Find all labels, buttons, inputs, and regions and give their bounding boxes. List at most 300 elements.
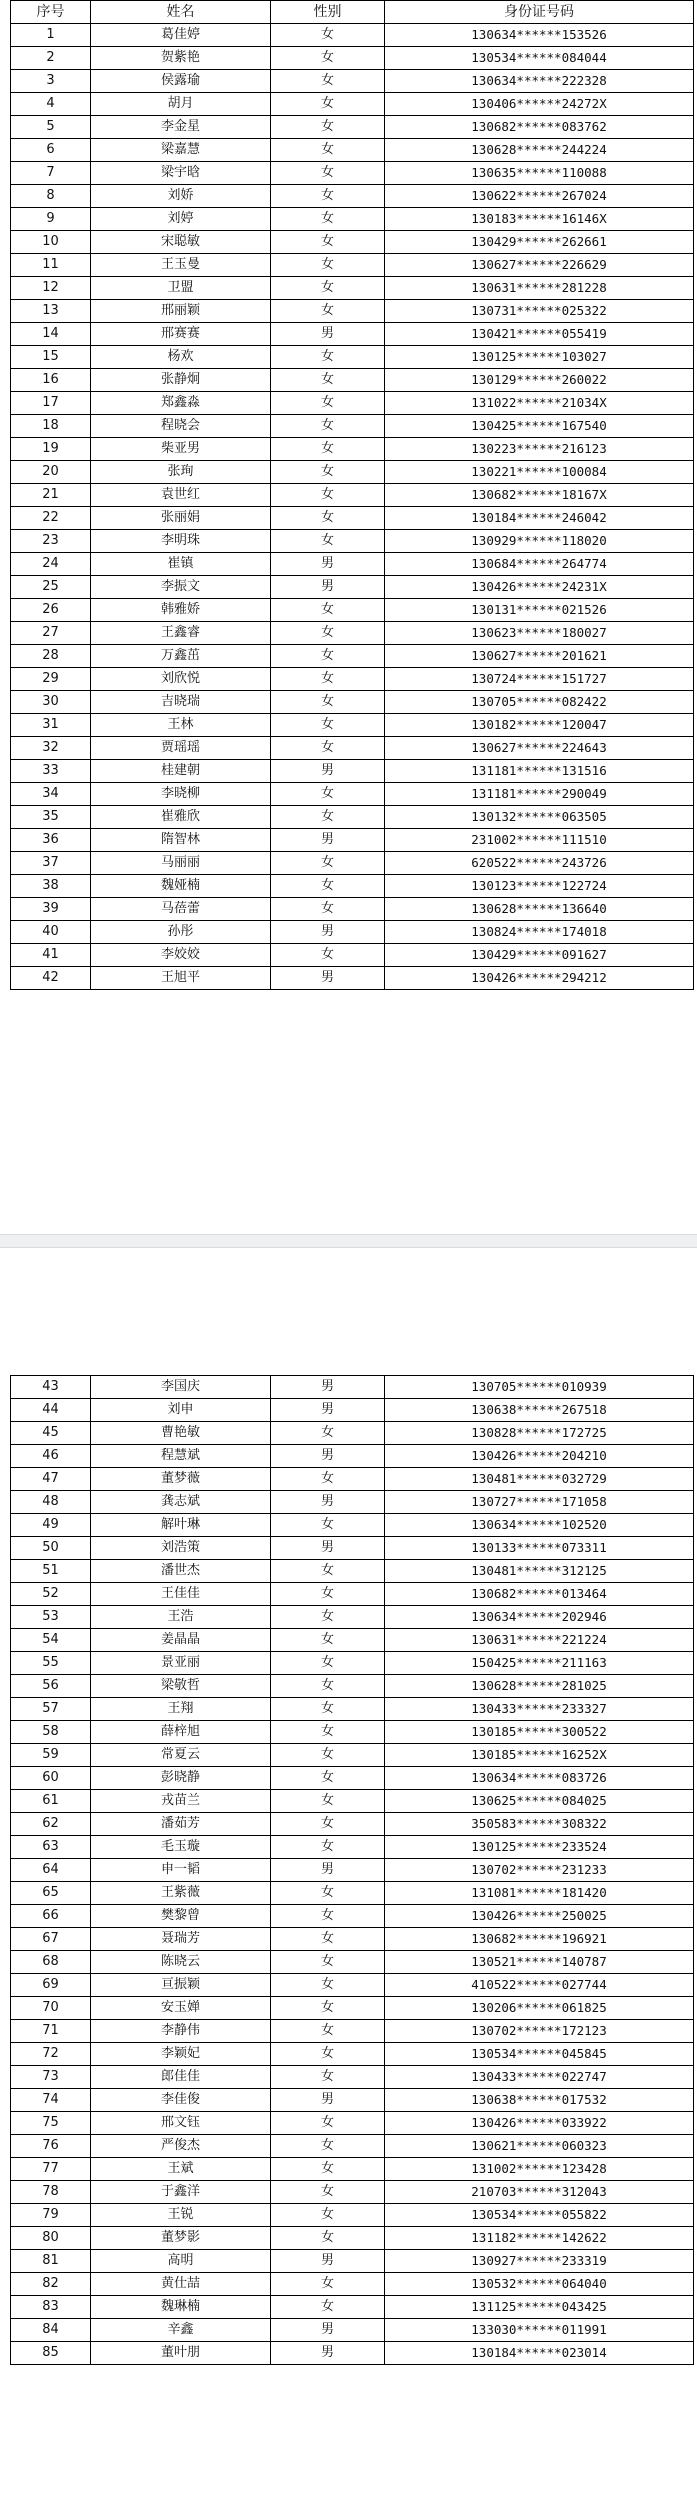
cell-name: 隋智林 bbox=[91, 829, 271, 852]
cell-name: 李晓柳 bbox=[91, 783, 271, 806]
table-row bbox=[11, 2273, 694, 2296]
cell-no: 8 bbox=[11, 185, 91, 208]
cell-id: 130421******055419 bbox=[385, 323, 694, 346]
cell-gender: 女 bbox=[271, 1882, 385, 1905]
cell-name: 薛梓旭 bbox=[91, 1721, 271, 1744]
table-row bbox=[11, 944, 694, 967]
cell-no: 24 bbox=[11, 553, 91, 576]
cell-gender: 女 bbox=[271, 300, 385, 323]
table-row bbox=[11, 369, 694, 392]
table-row bbox=[11, 1652, 694, 1675]
cell-id: 131181******290049 bbox=[385, 783, 694, 806]
cell-no: 11 bbox=[11, 254, 91, 277]
cell-no: 45 bbox=[11, 1422, 91, 1445]
cell-no: 51 bbox=[11, 1560, 91, 1583]
cell-id: 130682******196921 bbox=[385, 1928, 694, 1951]
cell-gender: 女 bbox=[271, 806, 385, 829]
cell-id: 410522******027744 bbox=[385, 1974, 694, 1997]
cell-gender: 女 bbox=[271, 1744, 385, 1767]
cell-id: 130123******122724 bbox=[385, 875, 694, 898]
cell-no: 5 bbox=[11, 116, 91, 139]
cell-no: 17 bbox=[11, 392, 91, 415]
cell-id: 130425******167540 bbox=[385, 415, 694, 438]
cell-id: 130628******244224 bbox=[385, 139, 694, 162]
cell-no: 66 bbox=[11, 1905, 91, 1928]
table-row bbox=[11, 1997, 694, 2020]
cell-gender: 男 bbox=[271, 1859, 385, 1882]
cell-gender: 男 bbox=[271, 1537, 385, 1560]
table-row bbox=[11, 1537, 694, 1560]
cell-name: 魏娅楠 bbox=[91, 875, 271, 898]
table-row bbox=[11, 1399, 694, 1422]
cell-id: 130426******294212 bbox=[385, 967, 694, 990]
cell-no: 36 bbox=[11, 829, 91, 852]
cell-gender: 男 bbox=[271, 1491, 385, 1514]
cell-gender: 男 bbox=[271, 2342, 385, 2365]
table-row bbox=[11, 1974, 694, 1997]
cell-gender: 男 bbox=[271, 1445, 385, 1468]
cell-id: 130682******013464 bbox=[385, 1583, 694, 1606]
student-table-page-1 bbox=[10, 0, 694, 990]
cell-name: 葛佳婷 bbox=[91, 24, 271, 47]
cell-id: 130532******064040 bbox=[385, 2273, 694, 2296]
cell-gender: 女 bbox=[271, 1836, 385, 1859]
table-row bbox=[11, 1790, 694, 1813]
cell-gender: 女 bbox=[271, 2273, 385, 2296]
page-2 bbox=[10, 1375, 693, 2365]
cell-name: 杨欢 bbox=[91, 346, 271, 369]
cell-id: 130125******103027 bbox=[385, 346, 694, 369]
table-row bbox=[11, 852, 694, 875]
cell-name: 景亚丽 bbox=[91, 1652, 271, 1675]
cell-name: 曹艳敏 bbox=[91, 1422, 271, 1445]
cell-no: 55 bbox=[11, 1652, 91, 1675]
cell-no: 25 bbox=[11, 576, 91, 599]
cell-id: 130634******102520 bbox=[385, 1514, 694, 1537]
cell-name: 程晓会 bbox=[91, 415, 271, 438]
table-row bbox=[11, 1560, 694, 1583]
cell-id: 130131******021526 bbox=[385, 599, 694, 622]
cell-id: 130182******120047 bbox=[385, 714, 694, 737]
cell-no: 72 bbox=[11, 2043, 91, 2066]
table-row bbox=[11, 1698, 694, 1721]
cell-no: 4 bbox=[11, 93, 91, 116]
cell-id: 350583******308322 bbox=[385, 1813, 694, 1836]
table-row bbox=[11, 1514, 694, 1537]
table-row bbox=[11, 1882, 694, 1905]
table-row bbox=[11, 553, 694, 576]
cell-id: 130634******083726 bbox=[385, 1767, 694, 1790]
table-row bbox=[11, 645, 694, 668]
table-row bbox=[11, 346, 694, 369]
cell-no: 14 bbox=[11, 323, 91, 346]
cell-name: 侯露瑜 bbox=[91, 70, 271, 93]
table-row bbox=[11, 70, 694, 93]
table-row bbox=[11, 185, 694, 208]
table-row bbox=[11, 2181, 694, 2204]
cell-id: 130206******061825 bbox=[385, 1997, 694, 2020]
cell-gender: 女 bbox=[271, 1652, 385, 1675]
cell-id: 130627******224643 bbox=[385, 737, 694, 760]
cell-name: 刘娇 bbox=[91, 185, 271, 208]
cell-gender: 女 bbox=[271, 1721, 385, 1744]
cell-id: 130634******153526 bbox=[385, 24, 694, 47]
table-row bbox=[11, 2250, 694, 2273]
cell-no: 67 bbox=[11, 1928, 91, 1951]
cell-name: 王鑫睿 bbox=[91, 622, 271, 645]
cell-id: 133030******011991 bbox=[385, 2319, 694, 2342]
cell-gender: 女 bbox=[271, 2158, 385, 2181]
cell-no: 37 bbox=[11, 852, 91, 875]
cell-id: 130824******174018 bbox=[385, 921, 694, 944]
cell-name: 崔镇 bbox=[91, 553, 271, 576]
cell-no: 64 bbox=[11, 1859, 91, 1882]
page-1 bbox=[10, 0, 693, 990]
cell-name: 李静伟 bbox=[91, 2020, 271, 2043]
cell-no: 61 bbox=[11, 1790, 91, 1813]
cell-no: 49 bbox=[11, 1514, 91, 1537]
cell-id: 210703******312043 bbox=[385, 2181, 694, 2204]
cell-id: 130727******171058 bbox=[385, 1491, 694, 1514]
cell-id: 130223******216123 bbox=[385, 438, 694, 461]
table-row bbox=[11, 2089, 694, 2112]
cell-gender: 女 bbox=[271, 70, 385, 93]
cell-id: 130628******136640 bbox=[385, 898, 694, 921]
cell-name: 王浩 bbox=[91, 1606, 271, 1629]
cell-gender: 女 bbox=[271, 1997, 385, 2020]
cell-name: 桂建朝 bbox=[91, 760, 271, 783]
cell-gender: 男 bbox=[271, 921, 385, 944]
cell-id: 231002******111510 bbox=[385, 829, 694, 852]
cell-id: 130481******032729 bbox=[385, 1468, 694, 1491]
cell-name: 亘振颖 bbox=[91, 1974, 271, 1997]
table-row bbox=[11, 116, 694, 139]
table-row bbox=[11, 323, 694, 346]
table-row bbox=[11, 668, 694, 691]
cell-id: 130129******260022 bbox=[385, 369, 694, 392]
cell-gender: 女 bbox=[271, 898, 385, 921]
table-body-page-1 bbox=[11, 24, 694, 990]
cell-no: 62 bbox=[11, 1813, 91, 1836]
cell-id: 130627******226629 bbox=[385, 254, 694, 277]
table-row bbox=[11, 47, 694, 70]
cell-gender: 男 bbox=[271, 1376, 385, 1399]
cell-name: 崔雅欣 bbox=[91, 806, 271, 829]
cell-name: 梁宇晗 bbox=[91, 162, 271, 185]
table-row bbox=[11, 1376, 694, 1399]
cell-no: 77 bbox=[11, 2158, 91, 2181]
table-row bbox=[11, 898, 694, 921]
cell-gender: 女 bbox=[271, 2227, 385, 2250]
cell-no: 57 bbox=[11, 1698, 91, 1721]
cell-name: 郑鑫淼 bbox=[91, 392, 271, 415]
cell-gender: 女 bbox=[271, 1790, 385, 1813]
cell-id: 130426******033922 bbox=[385, 2112, 694, 2135]
cell-gender: 女 bbox=[271, 24, 385, 47]
cell-id: 130429******262661 bbox=[385, 231, 694, 254]
cell-name: 潘茹芳 bbox=[91, 1813, 271, 1836]
cell-no: 80 bbox=[11, 2227, 91, 2250]
table-row bbox=[11, 2112, 694, 2135]
cell-gender: 女 bbox=[271, 1951, 385, 1974]
cell-name: 戎苗兰 bbox=[91, 1790, 271, 1813]
cell-no: 30 bbox=[11, 691, 91, 714]
cell-no: 41 bbox=[11, 944, 91, 967]
table-row bbox=[11, 967, 694, 990]
cell-no: 26 bbox=[11, 599, 91, 622]
cell-no: 1 bbox=[11, 24, 91, 47]
cell-id: 130634******222328 bbox=[385, 70, 694, 93]
cell-id: 130184******023014 bbox=[385, 2342, 694, 2365]
table-row bbox=[11, 1629, 694, 1652]
cell-gender: 女 bbox=[271, 438, 385, 461]
table-row bbox=[11, 921, 694, 944]
cell-id: 130132******063505 bbox=[385, 806, 694, 829]
cell-id: 130635******110088 bbox=[385, 162, 694, 185]
cell-no: 76 bbox=[11, 2135, 91, 2158]
table-row bbox=[11, 1422, 694, 1445]
cell-gender: 女 bbox=[271, 2135, 385, 2158]
cell-gender: 女 bbox=[271, 622, 385, 645]
cell-no: 22 bbox=[11, 507, 91, 530]
cell-name: 梁嘉慧 bbox=[91, 139, 271, 162]
cell-gender: 女 bbox=[271, 346, 385, 369]
cell-name: 董梦薇 bbox=[91, 1468, 271, 1491]
cell-name: 柴亚男 bbox=[91, 438, 271, 461]
cell-gender: 女 bbox=[271, 599, 385, 622]
cell-no: 53 bbox=[11, 1606, 91, 1629]
cell-gender: 女 bbox=[271, 277, 385, 300]
cell-name: 申一韬 bbox=[91, 1859, 271, 1882]
table-row bbox=[11, 277, 694, 300]
cell-no: 69 bbox=[11, 1974, 91, 1997]
cell-gender: 男 bbox=[271, 967, 385, 990]
cell-gender: 女 bbox=[271, 1905, 385, 1928]
cell-name: 张珣 bbox=[91, 461, 271, 484]
cell-id: 130927******233319 bbox=[385, 2250, 694, 2273]
cell-id: 130534******055822 bbox=[385, 2204, 694, 2227]
cell-name: 刘欣悦 bbox=[91, 668, 271, 691]
cell-gender: 男 bbox=[271, 2319, 385, 2342]
cell-no: 7 bbox=[11, 162, 91, 185]
cell-gender: 女 bbox=[271, 737, 385, 760]
table-row bbox=[11, 1905, 694, 1928]
table-row bbox=[11, 760, 694, 783]
cell-name: 陈晓云 bbox=[91, 1951, 271, 1974]
cell-name: 刘浩策 bbox=[91, 1537, 271, 1560]
cell-gender: 女 bbox=[271, 1698, 385, 1721]
cell-no: 83 bbox=[11, 2296, 91, 2319]
table-row bbox=[11, 530, 694, 553]
table-row bbox=[11, 1606, 694, 1629]
cell-name: 梁敬哲 bbox=[91, 1675, 271, 1698]
table-row bbox=[11, 1721, 694, 1744]
cell-id: 130221******100084 bbox=[385, 461, 694, 484]
cell-name: 聂瑞芳 bbox=[91, 1928, 271, 1951]
cell-id: 130185******300522 bbox=[385, 1721, 694, 1744]
cell-id: 130623******180027 bbox=[385, 622, 694, 645]
page-separator bbox=[0, 1234, 697, 1248]
cell-gender: 女 bbox=[271, 852, 385, 875]
table-row bbox=[11, 599, 694, 622]
cell-name: 吉晓瑞 bbox=[91, 691, 271, 714]
cell-no: 16 bbox=[11, 369, 91, 392]
table-row bbox=[11, 2043, 694, 2066]
cell-gender: 男 bbox=[271, 2089, 385, 2112]
cell-id: 130521******140787 bbox=[385, 1951, 694, 1974]
cell-name: 高明 bbox=[91, 2250, 271, 2273]
cell-id: 130702******172123 bbox=[385, 2020, 694, 2043]
cell-name: 王紫薇 bbox=[91, 1882, 271, 1905]
cell-gender: 女 bbox=[271, 2296, 385, 2319]
cell-name: 毛玉璇 bbox=[91, 1836, 271, 1859]
cell-name: 李颖妃 bbox=[91, 2043, 271, 2066]
cell-name: 程慧斌 bbox=[91, 1445, 271, 1468]
table-row bbox=[11, 875, 694, 898]
cell-gender: 女 bbox=[271, 461, 385, 484]
table-row bbox=[11, 783, 694, 806]
cell-gender: 女 bbox=[271, 783, 385, 806]
table-row bbox=[11, 2342, 694, 2365]
table-row bbox=[11, 1445, 694, 1468]
cell-gender: 女 bbox=[271, 369, 385, 392]
cell-name: 贺紫艳 bbox=[91, 47, 271, 70]
cell-name: 李姣姣 bbox=[91, 944, 271, 967]
cell-id: 130628******281025 bbox=[385, 1675, 694, 1698]
cell-no: 33 bbox=[11, 760, 91, 783]
table-header-row bbox=[11, 1, 694, 24]
table-row bbox=[11, 576, 694, 599]
cell-name: 宋聪敏 bbox=[91, 231, 271, 254]
table-row bbox=[11, 2296, 694, 2319]
cell-no: 3 bbox=[11, 70, 91, 93]
cell-id: 130684******264774 bbox=[385, 553, 694, 576]
cell-name: 常夏云 bbox=[91, 1744, 271, 1767]
table-row bbox=[11, 737, 694, 760]
cell-gender: 男 bbox=[271, 576, 385, 599]
cell-gender: 女 bbox=[271, 1928, 385, 1951]
cell-gender: 女 bbox=[271, 1813, 385, 1836]
cell-gender: 女 bbox=[271, 668, 385, 691]
cell-no: 79 bbox=[11, 2204, 91, 2227]
cell-gender: 女 bbox=[271, 645, 385, 668]
cell-gender: 男 bbox=[271, 553, 385, 576]
cell-name: 马丽丽 bbox=[91, 852, 271, 875]
cell-id: 130705******010939 bbox=[385, 1376, 694, 1399]
cell-name: 解叶琳 bbox=[91, 1514, 271, 1537]
cell-name: 董梦影 bbox=[91, 2227, 271, 2250]
table-row bbox=[11, 829, 694, 852]
cell-id: 130481******312125 bbox=[385, 1560, 694, 1583]
header-name: 姓名 bbox=[91, 1, 271, 24]
cell-gender: 女 bbox=[271, 484, 385, 507]
cell-gender: 女 bbox=[271, 1468, 385, 1491]
cell-name: 马蓓蕾 bbox=[91, 898, 271, 921]
cell-gender: 女 bbox=[271, 2020, 385, 2043]
cell-id: 130426******204210 bbox=[385, 1445, 694, 1468]
table-row bbox=[11, 806, 694, 829]
cell-id: 130634******202946 bbox=[385, 1606, 694, 1629]
cell-no: 82 bbox=[11, 2273, 91, 2296]
cell-no: 34 bbox=[11, 783, 91, 806]
cell-no: 6 bbox=[11, 139, 91, 162]
cell-name: 李金星 bbox=[91, 116, 271, 139]
cell-id: 130125******233524 bbox=[385, 1836, 694, 1859]
cell-name: 李国庆 bbox=[91, 1376, 271, 1399]
cell-name: 韩雅娇 bbox=[91, 599, 271, 622]
cell-no: 35 bbox=[11, 806, 91, 829]
table-row bbox=[11, 392, 694, 415]
cell-id: 131181******131516 bbox=[385, 760, 694, 783]
cell-no: 85 bbox=[11, 2342, 91, 2365]
cell-no: 84 bbox=[11, 2319, 91, 2342]
cell-no: 20 bbox=[11, 461, 91, 484]
cell-id: 131182******142622 bbox=[385, 2227, 694, 2250]
cell-id: 130433******233327 bbox=[385, 1698, 694, 1721]
table-row bbox=[11, 254, 694, 277]
cell-name: 张丽娟 bbox=[91, 507, 271, 530]
cell-no: 13 bbox=[11, 300, 91, 323]
cell-name: 龚志斌 bbox=[91, 1491, 271, 1514]
table-row bbox=[11, 2204, 694, 2227]
table-row bbox=[11, 93, 694, 116]
table-row bbox=[11, 1675, 694, 1698]
cell-gender: 女 bbox=[271, 231, 385, 254]
table-row bbox=[11, 2135, 694, 2158]
cell-gender: 女 bbox=[271, 139, 385, 162]
table-body-page-2 bbox=[11, 1376, 694, 2365]
cell-no: 27 bbox=[11, 622, 91, 645]
cell-no: 52 bbox=[11, 1583, 91, 1606]
cell-no: 50 bbox=[11, 1537, 91, 1560]
table-row bbox=[11, 714, 694, 737]
cell-id: 130429******091627 bbox=[385, 944, 694, 967]
table-row bbox=[11, 1583, 694, 1606]
cell-name: 王翔 bbox=[91, 1698, 271, 1721]
header-id: 身份证号码 bbox=[385, 1, 694, 24]
cell-id: 130638******017532 bbox=[385, 2089, 694, 2112]
table-row bbox=[11, 484, 694, 507]
table-row bbox=[11, 24, 694, 47]
cell-gender: 女 bbox=[271, 208, 385, 231]
cell-id: 130625******084025 bbox=[385, 1790, 694, 1813]
cell-gender: 女 bbox=[271, 507, 385, 530]
cell-id: 130627******201621 bbox=[385, 645, 694, 668]
cell-gender: 女 bbox=[271, 1560, 385, 1583]
cell-no: 56 bbox=[11, 1675, 91, 1698]
cell-name: 贾瑶瑶 bbox=[91, 737, 271, 760]
cell-gender: 女 bbox=[271, 2112, 385, 2135]
cell-no: 75 bbox=[11, 2112, 91, 2135]
cell-id: 130406******24272X bbox=[385, 93, 694, 116]
cell-name: 邢赛赛 bbox=[91, 323, 271, 346]
cell-id: 130433******022747 bbox=[385, 2066, 694, 2089]
cell-no: 9 bbox=[11, 208, 91, 231]
cell-name: 孙彤 bbox=[91, 921, 271, 944]
cell-no: 58 bbox=[11, 1721, 91, 1744]
table-row bbox=[11, 507, 694, 530]
cell-gender: 男 bbox=[271, 1399, 385, 1422]
cell-gender: 女 bbox=[271, 415, 385, 438]
cell-gender: 女 bbox=[271, 162, 385, 185]
cell-gender: 女 bbox=[271, 691, 385, 714]
cell-gender: 女 bbox=[271, 2043, 385, 2066]
cell-no: 46 bbox=[11, 1445, 91, 1468]
cell-id: 130702******231233 bbox=[385, 1859, 694, 1882]
header-no: 序号 bbox=[11, 1, 91, 24]
cell-name: 刘申 bbox=[91, 1399, 271, 1422]
cell-id: 130731******025322 bbox=[385, 300, 694, 323]
